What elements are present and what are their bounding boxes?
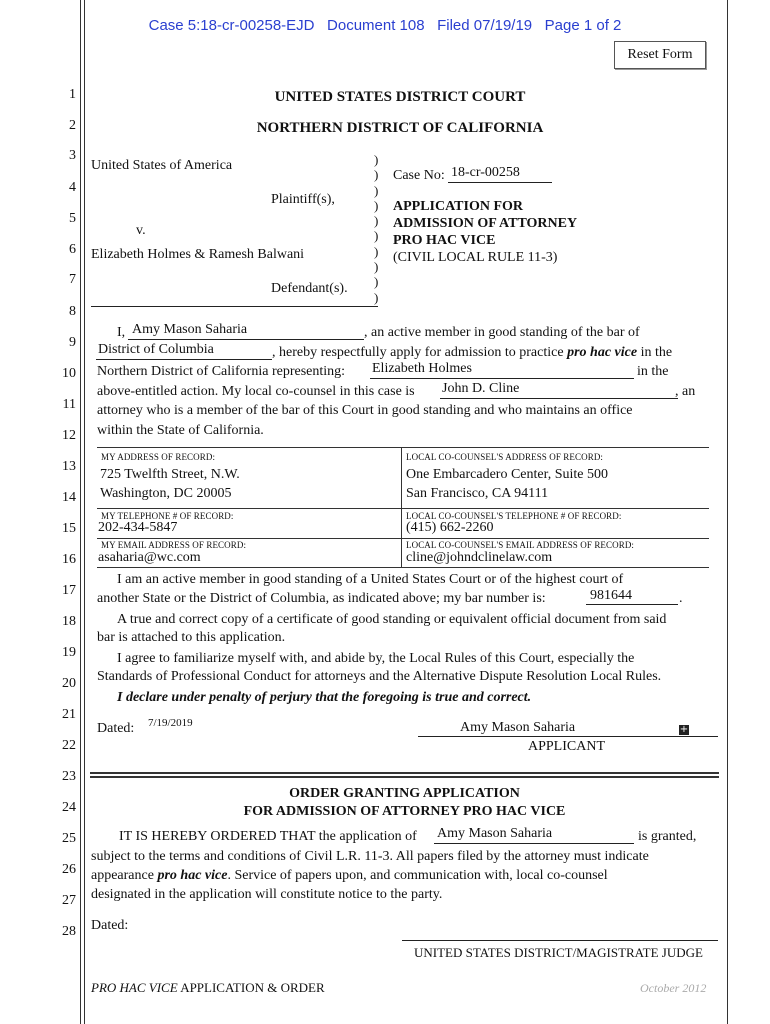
footer-form-title: PRO HAC VICE APPLICATION & ORDER xyxy=(91,980,325,995)
line-number: 23 xyxy=(62,769,76,784)
line-number: 9 xyxy=(69,335,76,350)
contact-top-rule xyxy=(97,447,709,448)
app-title-1: APPLICATION FOR xyxy=(393,199,524,214)
statement-3a: I agree to familiarize myself with, and abide by, the Local Rules of this Court, especially the xyxy=(117,651,635,666)
my-address-line2[interactable]: Washington, DC 20005 xyxy=(100,486,232,501)
line-number: 26 xyxy=(62,862,76,877)
order-text-2: subject to the terms and conditions of Civil L.R. 11-3. All papers filed by the attorney must indicate xyxy=(91,849,649,864)
local-phone-label: LOCAL CO-COUNSEL'S TELEPHONE # OF RECORD: xyxy=(406,511,622,521)
statement-2b: bar is attached to this application. xyxy=(97,630,286,645)
signature-field[interactable]: Amy Mason Saharia xyxy=(460,720,576,735)
app-title-4: (CIVIL LOCAL RULE 11-3) xyxy=(393,250,558,265)
my-phone-field[interactable]: 202-434-5847 xyxy=(98,520,178,535)
order-text-3: appearance pro hac vice. Service of papers upon, and communication with, local co-counsel xyxy=(91,868,608,883)
my-email-label: MY EMAIL ADDRESS OF RECORD: xyxy=(101,540,247,550)
versus-label: v. xyxy=(136,223,146,238)
order-title-1: ORDER GRANTING APPLICATION xyxy=(289,786,520,801)
order-text-4: designated in the application will constitute notice to the party. xyxy=(91,887,443,902)
order-text-1b: is granted, xyxy=(638,829,697,844)
line-number: 7 xyxy=(69,272,76,287)
app-text-1: , an active member in good standing of the bar of xyxy=(364,325,640,340)
local-email-field[interactable]: cline@johndclinelaw.com xyxy=(406,550,553,565)
margin-rule-left-1 xyxy=(80,0,81,1024)
my-phone-label: MY TELEPHONE # OF RECORD: xyxy=(101,511,234,521)
line-number: 18 xyxy=(62,614,76,629)
order-dated-label: Dated: xyxy=(91,918,129,933)
representing-underline xyxy=(370,378,634,379)
statement-1b: another State or the District of Columbia, as indicated above; my bar number is: xyxy=(97,591,546,606)
bar-of-underline xyxy=(96,359,272,360)
bar-number-field[interactable]: 981644 xyxy=(590,588,632,603)
line-number: 20 xyxy=(62,676,76,691)
line-number: 21 xyxy=(62,707,76,722)
line-number: 24 xyxy=(62,800,76,815)
app-title-3: PRO HAC VICE xyxy=(393,233,496,248)
local-address-line2[interactable]: San Francisco, CA 94111 xyxy=(406,486,549,501)
local-email-label: LOCAL CO-COUNSEL'S EMAIL ADDRESS OF RECORD: xyxy=(406,540,635,550)
signature-plus-icon[interactable]: + xyxy=(679,724,689,735)
app-text-8: within the State of California. xyxy=(97,423,264,438)
dated-label: Dated: xyxy=(97,721,135,736)
i-prefix: I, xyxy=(117,325,126,340)
caption-parens: ) ) ) ) ) ) ) ) ) ) xyxy=(374,152,379,305)
app-text-2: , hereby respectfully apply for admission to practice pro hac vice in the xyxy=(272,345,673,360)
case-no-label: Case No: xyxy=(393,168,445,183)
margin-rule-right xyxy=(727,0,728,1024)
contact-rule-2 xyxy=(97,508,709,509)
order-separator-bottom xyxy=(90,776,719,778)
contact-rule-3 xyxy=(97,538,709,539)
case-no-field[interactable]: 18-cr-00258 xyxy=(451,165,520,180)
my-address-label: MY ADDRESS OF RECORD: xyxy=(101,452,216,462)
order-text-1a: IT IS HEREBY ORDERED THAT the application of xyxy=(119,829,417,844)
line-number: 3 xyxy=(69,148,76,163)
line-number: 13 xyxy=(62,459,76,474)
contact-bottom-rule xyxy=(97,567,709,568)
line-number: 5 xyxy=(69,211,76,226)
plaintiff-label: Plaintiff(s), xyxy=(271,192,335,207)
line-number: 27 xyxy=(62,893,76,908)
order-title-2: FOR ADMISSION OF ATTORNEY PRO HAC VICE xyxy=(243,804,566,819)
footer-date: October 2012 xyxy=(640,981,707,995)
bar-of-field[interactable]: District of Columbia xyxy=(98,342,214,357)
court-district: NORTHERN DISTRICT OF CALIFORNIA xyxy=(256,120,544,136)
line-number: 11 xyxy=(62,397,76,412)
line-number: 4 xyxy=(69,180,76,195)
local-address-label: LOCAL CO-COUNSEL'S ADDRESS OF RECORD: xyxy=(406,452,604,462)
order-applicant-underline xyxy=(434,843,634,844)
line-number: 10 xyxy=(62,366,76,381)
judge-label: UNITED STATES DISTRICT/MAGISTRATE JUDGE xyxy=(414,945,703,960)
my-email-field[interactable]: asaharia@wc.com xyxy=(98,550,201,565)
line-number: 14 xyxy=(62,490,76,505)
statement-1a: I am an active member in good standing of a United States Court or of the highest court of xyxy=(117,572,624,587)
line-number: 22 xyxy=(62,738,76,753)
perjury-declaration: I declare under penalty of perjury that the foregoing is true and correct. xyxy=(117,690,532,705)
caption-rule xyxy=(91,306,378,307)
line-number: 15 xyxy=(62,521,76,536)
line-number: 2 xyxy=(69,118,76,133)
bar-number-underline xyxy=(586,604,678,605)
signature-underline xyxy=(418,736,718,737)
statement-1c: . xyxy=(679,591,683,606)
app-text-5: above-entitled action. My local co-counsel in this case is xyxy=(97,384,415,399)
order-separator-top xyxy=(90,772,719,774)
judge-signature-line xyxy=(402,940,718,941)
defendant-name: Elizabeth Holmes & Ramesh Balwani xyxy=(91,247,305,262)
applicant-underline xyxy=(128,339,364,340)
app-text-6: , an xyxy=(675,384,696,399)
margin-rule-left-2 xyxy=(84,0,85,1024)
order-applicant-field[interactable]: Amy Mason Saharia xyxy=(437,826,553,841)
line-number: 8 xyxy=(69,304,76,319)
cocounsel-underline xyxy=(440,398,678,399)
line-number: 16 xyxy=(62,552,76,567)
app-text-3: Northern District of California representing: xyxy=(97,364,346,379)
date-field[interactable]: 7/19/2019 xyxy=(148,717,193,729)
line-number: 12 xyxy=(62,428,76,443)
line-number: 1 xyxy=(69,87,76,102)
representing-field[interactable]: Elizabeth Holmes xyxy=(372,361,472,376)
line-number: 19 xyxy=(62,645,76,660)
defendant-label: Defendant(s). xyxy=(271,281,348,296)
app-text-4: in the xyxy=(637,364,669,379)
statement-3b: Standards of Professional Conduct for attorneys and the Alternative Dispute Resolution Local Rules. xyxy=(97,669,662,684)
line-number: 17 xyxy=(62,583,76,598)
my-address-line1[interactable]: 725 Twelfth Street, N.W. xyxy=(100,467,240,482)
statement-2a: A true and correct copy of a certificate of good standing or equivalent official document from said xyxy=(117,612,667,627)
case-stamp: Case 5:18-cr-00258-EJD Document 108 Filed 07/19/19 Page 1 of 2 xyxy=(148,17,622,34)
case-no-underline xyxy=(448,182,552,183)
cocounsel-field[interactable]: John D. Cline xyxy=(442,381,520,396)
applicant-label: APPLICANT xyxy=(528,739,606,754)
court-title: UNITED STATES DISTRICT COURT xyxy=(274,89,526,105)
line-number: 28 xyxy=(62,924,76,939)
local-address-line1[interactable]: One Embarcadero Center, Suite 500 xyxy=(406,467,608,482)
line-number: 6 xyxy=(69,242,76,257)
app-text-7: attorney who is a member of the bar of this Court in good standing and who maintains an office xyxy=(97,403,633,418)
local-phone-field[interactable]: (415) 662-2260 xyxy=(406,520,494,535)
line-number: 25 xyxy=(62,831,76,846)
applicant-name-field[interactable]: Amy Mason Saharia xyxy=(132,322,248,337)
app-title-2: ADMISSION OF ATTORNEY xyxy=(393,216,578,231)
reset-form-button[interactable]: Reset Form xyxy=(614,41,706,69)
plaintiff-name: United States of America xyxy=(91,158,233,173)
